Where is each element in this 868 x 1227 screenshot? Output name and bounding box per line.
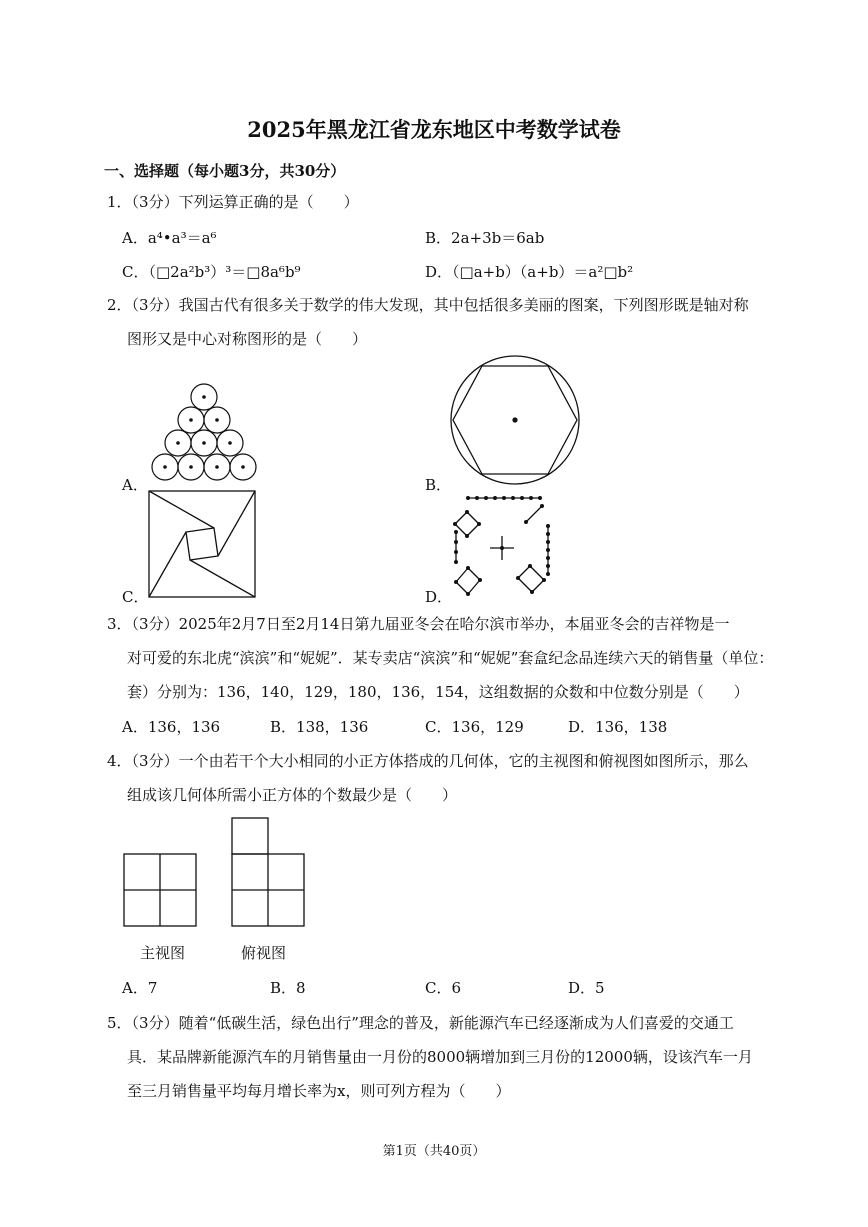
question-1-option-d: D．（□a+b）（a+b）＝a²□b²: [425, 263, 634, 281]
page-footer: 第1页（共40页）: [382, 1144, 486, 1159]
question-4-line-1: 4．（3分）一个由若干个大小相同的小正方体搭成的几何体，它的主视图和俯视图如图所示，那么: [107, 752, 749, 770]
front-view-label: 主视图: [140, 944, 186, 962]
question-3-option-c: C．136，129: [425, 718, 524, 736]
section-heading: 一、选择题（每小题3分，共30分）: [104, 162, 346, 180]
question-2-label-c: C．: [122, 588, 149, 606]
top-view-label: 俯视图: [241, 944, 287, 962]
question-2-line-1: 2．（3分）我国古代有很多关于数学的伟大发现，其中包括很多美丽的图案，下列图形既是轴对称: [107, 296, 749, 314]
question-4-option-d: D．5: [568, 979, 605, 997]
question-1-stem: 1．（3分）下列运算正确的是（ ）: [107, 193, 359, 211]
question-3-line-2: 对可爱的东北虎“滨滨”和“妮妮”．某专卖店“滨滨”和“妮妮”套盒纪念品连续六天的销售量（单位：: [127, 649, 774, 667]
question-4-option-a: A．7: [122, 979, 158, 997]
question-1-option-c: C．（□2a²b³）³＝□8a⁶b⁹: [122, 263, 301, 281]
figure-three-views: [120, 814, 310, 932]
page-title: 2025年黑龙江省龙东地区中考数学试卷: [247, 117, 621, 142]
question-2-label-b: B．: [425, 476, 452, 494]
figure-hexagon-in-circle: [448, 353, 582, 487]
question-1-option-a: A．a⁴•a³＝a⁶: [122, 229, 217, 247]
question-2-line-2: 图形又是中心对称图形的是（ ）: [127, 330, 368, 348]
question-2-label-d: D．: [425, 588, 453, 606]
question-1-option-b: B．2a+3b＝6ab: [425, 229, 545, 247]
figure-circle-triangle: [146, 383, 260, 487]
question-3-option-a: A．136，136: [122, 718, 221, 736]
question-2-label-a: A．: [122, 476, 148, 494]
question-3-option-d: D．136，138: [568, 718, 668, 736]
question-5-line-2: 具．某品牌新能源汽车的月销售量由一月份的8000辆增加到三月份的12000辆，设该汽车一月: [127, 1048, 753, 1066]
figure-luoshu-dots: [446, 492, 558, 600]
question-5-line-3: 至三月销售量平均每月增长率为x，则可列方程为（ ）: [127, 1082, 511, 1100]
question-3-line-3: 套）分别为：136，140，129，180，136，154，这组数据的众数和中位数分别是（ ）: [127, 683, 749, 701]
question-3-line-1: 3．（3分）2025年2月7日至2月14日第九届亚冬会在哈尔滨市举办，本届亚冬会的吉祥物是一: [107, 615, 730, 633]
figure-pinwheel-square: [148, 490, 256, 598]
question-5-line-1: 5．（3分）随着“低碳生活，绿色出行”理念的普及，新能源汽车已经逐渐成为人们喜爱的交通工: [107, 1014, 734, 1032]
question-4-option-b: B．8: [270, 979, 306, 997]
question-4-option-c: C．6: [425, 979, 462, 997]
question-4-line-2: 组成该几何体所需小正方体的个数最少是（ ）: [127, 786, 458, 804]
question-3-option-b: B．138，136: [270, 718, 369, 736]
